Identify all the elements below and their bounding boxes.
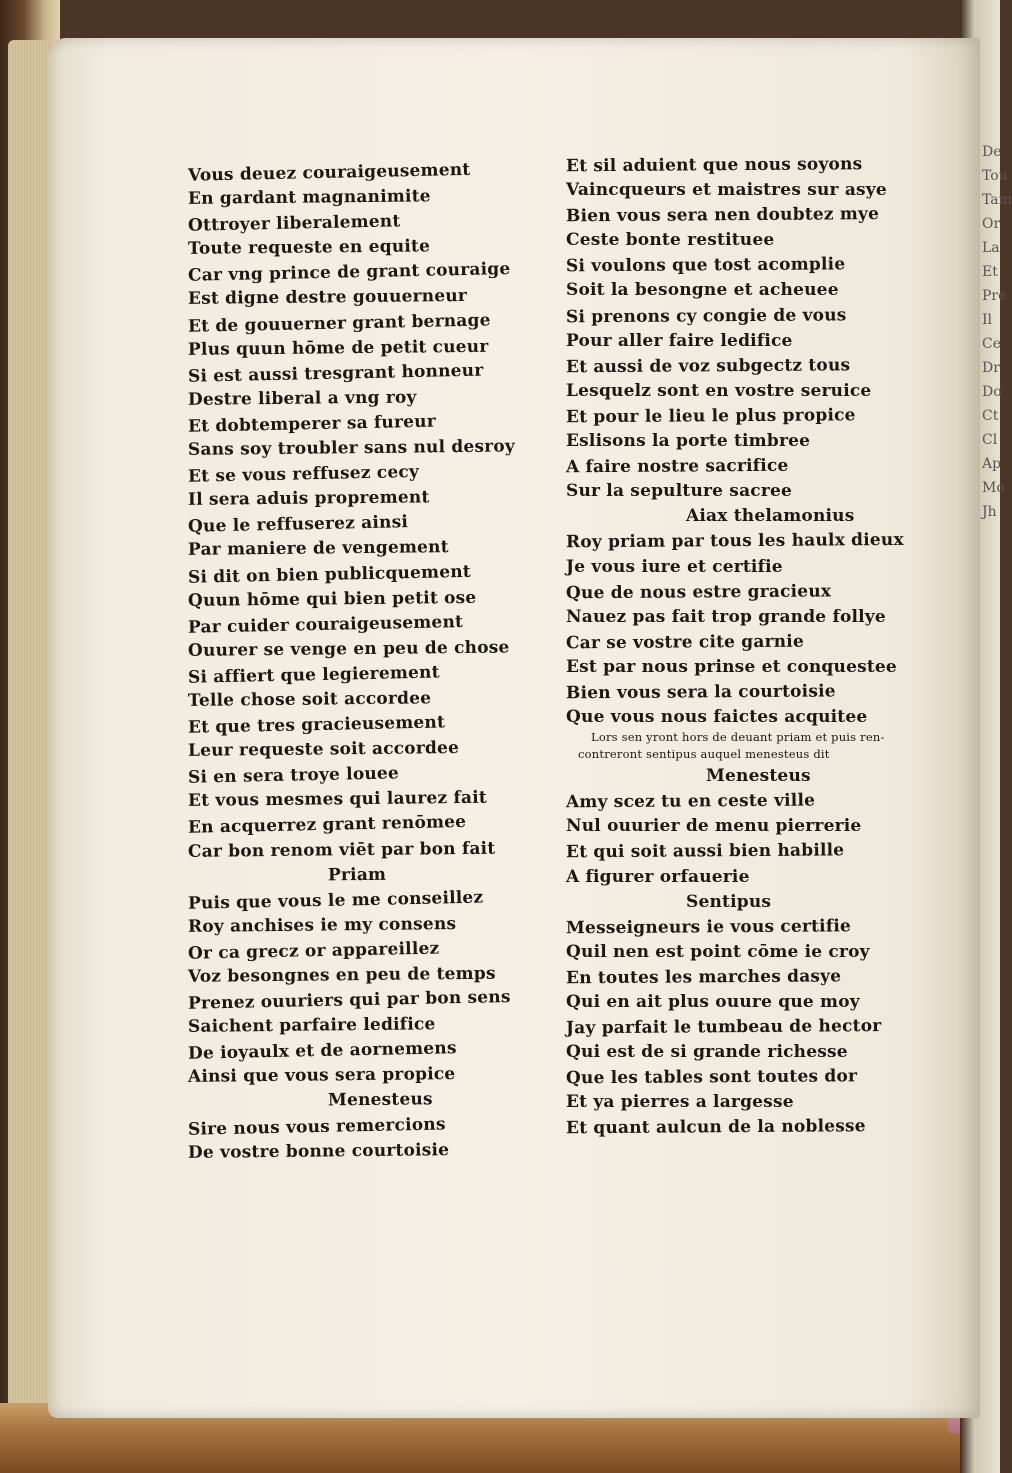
verse-line: En gardant magnanimite: [187, 186, 431, 209]
facing-page-fragment: Or: [982, 216, 1001, 232]
verse-line: Et aussi de voz subgectz tous: [565, 355, 851, 378]
verse-line: Telle chose soit accordee: [187, 688, 432, 711]
verse-line: Amy scez tu en ceste ville: [565, 790, 816, 813]
facing-page-fragment: Do: [982, 384, 1002, 400]
verse-line: Qui en ait plus ouure que moy: [566, 992, 860, 1012]
verse-line: De vostre bonne courtoisie: [187, 1139, 450, 1163]
verse-line: Or ca grecz or appareillez: [187, 938, 440, 964]
verse-line: Et sil aduient que nous soyons: [565, 154, 863, 177]
verse-line: Que le reffuserez ainsi: [187, 512, 409, 538]
verse-line: Saichent parfaire ledifice: [187, 1014, 436, 1038]
facing-page-fragment: Mo: [982, 480, 1005, 496]
right-verse-block-1: [566, 153, 936, 504]
verse-line: En acquerrez grant renōmee: [187, 812, 467, 839]
verse-line: Soit la besongne et acheuee: [566, 280, 839, 301]
left-verse-block-3: [188, 1114, 548, 1164]
verse-line: Si est aussi tresgrant honneur: [187, 360, 484, 387]
facing-page-fragment: Ap: [982, 456, 1002, 472]
verse-line: Et pour le lieu le plus propice: [565, 405, 856, 428]
verse-line: Prenez ouuriers qui par bon sens: [187, 987, 511, 1014]
verse-line: Il sera aduis proprement: [187, 487, 430, 511]
right-verse-block-3: [566, 789, 936, 889]
verse-line: Qui est de si grande richesse: [566, 1042, 848, 1063]
verse-line: Ceste bonte restituee: [566, 230, 775, 251]
speaker-heading-menesteus-right: Menesteus: [706, 766, 811, 787]
verse-line: Que de nous estre gracieux: [565, 581, 832, 603]
verse-line: Et que tres gracieusement: [187, 712, 446, 738]
verse-line: Vaincqueurs et maistres sur asye: [566, 180, 887, 201]
verse-line: Si dit on bien publicquement: [187, 561, 472, 588]
verse-line: Et ya pierres a largesse: [566, 1092, 794, 1113]
page-edges: [8, 40, 50, 1430]
verse-line: Est par nous prinse et conquestee: [566, 656, 897, 677]
verse-line: Destre liberal a vng roy: [187, 387, 417, 410]
verse-line: Je vous iure et certifie: [566, 556, 783, 577]
verse-line: Jay parfait le tumbeau de hector: [565, 1016, 882, 1039]
verse-line: Toute requeste en equite: [187, 236, 431, 260]
speaker-heading-priam: Priam: [327, 864, 387, 886]
verse-line: Et quant aulcun de la noblesse: [565, 1116, 866, 1139]
verse-line: Ainsi que vous sera propice: [187, 1064, 456, 1088]
verse-line: Par maniere de vengement: [187, 537, 449, 561]
verse-line: A figurer orfauerie: [566, 866, 750, 887]
right-verse-block-4: [566, 915, 936, 1141]
facing-page-fragment: Ce: [982, 336, 1001, 352]
speaker-heading-sentipus: Sentipus: [686, 891, 772, 912]
verse-line: Est digne destre gouuerneur: [187, 286, 468, 310]
right-verse-block-2: [566, 529, 936, 730]
right-text-column: [566, 153, 936, 1141]
verse-line: Si affiert que legierement: [187, 662, 440, 688]
facing-page-fragment: Ct: [982, 408, 999, 424]
left-text-column: [188, 160, 548, 1164]
verse-line: Puis que vous le me conseillez: [187, 887, 484, 914]
stage-direction-line-1: Lors sen yront hors de deuant priam et puis ren-: [591, 730, 885, 745]
verse-line: Nul ouurier de menu pierrerie: [566, 816, 862, 837]
verse-line: Lesquelz sont en vostre seruice: [566, 380, 872, 401]
facing-page-fragments: [982, 140, 1012, 524]
verse-line: Bien vous sera la courtoisie: [565, 681, 836, 704]
verse-line: Si en sera troye louee: [187, 763, 400, 789]
facing-page-fragment: Dr: [982, 360, 1000, 376]
verse-line: Voz besongnes en peu de temps: [187, 963, 496, 987]
verse-line: Leur requeste soit accordee: [187, 738, 460, 762]
facing-page-fragment: Tou: [982, 168, 1008, 184]
verse-line: Sans soy troubler sans nul desroy: [187, 436, 516, 460]
verse-line: Eslisons la porte timbree: [566, 431, 811, 452]
verse-line: Par cuider couraigeusement: [187, 611, 464, 638]
verse-line: Quun hōme qui bien petit ose: [187, 587, 477, 611]
facing-page-fragment: Tam: [982, 192, 1012, 208]
facing-page-fragment: La: [982, 240, 1000, 256]
verse-line: Roy priam par tous les haulx dieux: [565, 530, 904, 553]
verse-line: Si prenons cy congie de vous: [565, 304, 847, 327]
verse-line: En toutes les marches dasye: [565, 966, 842, 989]
speaker-heading-menesteus: Menesteus: [327, 1089, 433, 1111]
verse-line: Et qui soit aussi bien habille: [565, 840, 845, 863]
verse-line: Pour aller faire ledifice: [566, 330, 793, 351]
verse-line: Ottroyer liberalement: [187, 211, 401, 236]
facing-page-fragment: Jh: [982, 504, 997, 520]
verse-line: De ioyaulx et de aornemens: [187, 1038, 457, 1065]
verse-line: Sur la sepulture sacree: [566, 481, 793, 502]
verse-line: Et vous mesmes qui laurez fait: [187, 788, 487, 812]
verse-line: A faire nostre sacrifice: [565, 455, 789, 478]
verse-line: Que les tables sont toutes dor: [565, 1066, 858, 1089]
facing-page-fragment: Pre: [982, 288, 1007, 304]
stage-direction-line-2: contreront sentipus auquel menesteus dit: [578, 747, 830, 762]
left-verse-block-1: [188, 160, 548, 863]
verse-line: Messeigneurs ie vous certifie: [565, 916, 852, 939]
verse-line: Car bon renom viēt par bon fait: [187, 838, 496, 862]
facing-page-fragment: Et: [982, 264, 998, 280]
verse-line: Sire nous vous remercions: [187, 1113, 446, 1140]
verse-line: Roy anchises ie my consens: [187, 913, 457, 937]
verse-line: Vous deuez couraigeusement: [187, 159, 471, 186]
facing-page-fragment: Cl: [982, 432, 998, 448]
verse-line: Nauez pas fait trop grande follye: [566, 606, 886, 627]
facing-page-fragment: Il: [982, 312, 993, 328]
verse-line: Quil nen est point cōme ie croy: [566, 941, 870, 962]
verse-line: Que vous nous faictes acquitee: [566, 707, 868, 728]
speaker-heading-aiax: Aiax thelamonius: [686, 506, 855, 527]
verse-line: Et se vous reffusez cecy: [187, 462, 420, 487]
verse-line: Car vng prince de grant couraige: [187, 259, 511, 287]
verse-line: Si voulons que tost acomplie: [565, 254, 846, 277]
facing-page-fragment: De: [982, 144, 1002, 160]
verse-line: Car se vostre cite garnie: [565, 631, 805, 654]
verse-line: Bien vous sera nen doubtez mye: [565, 204, 880, 227]
verse-line: Ouurer se venge en peu de chose: [187, 637, 510, 661]
verse-line: Plus quun hōme de petit cueur: [187, 336, 489, 360]
verse-line: Et dobtemperer sa fureur: [187, 411, 437, 437]
left-verse-block-2: [188, 888, 548, 1089]
verse-line: Et de gouuerner grant bernage: [187, 309, 491, 337]
